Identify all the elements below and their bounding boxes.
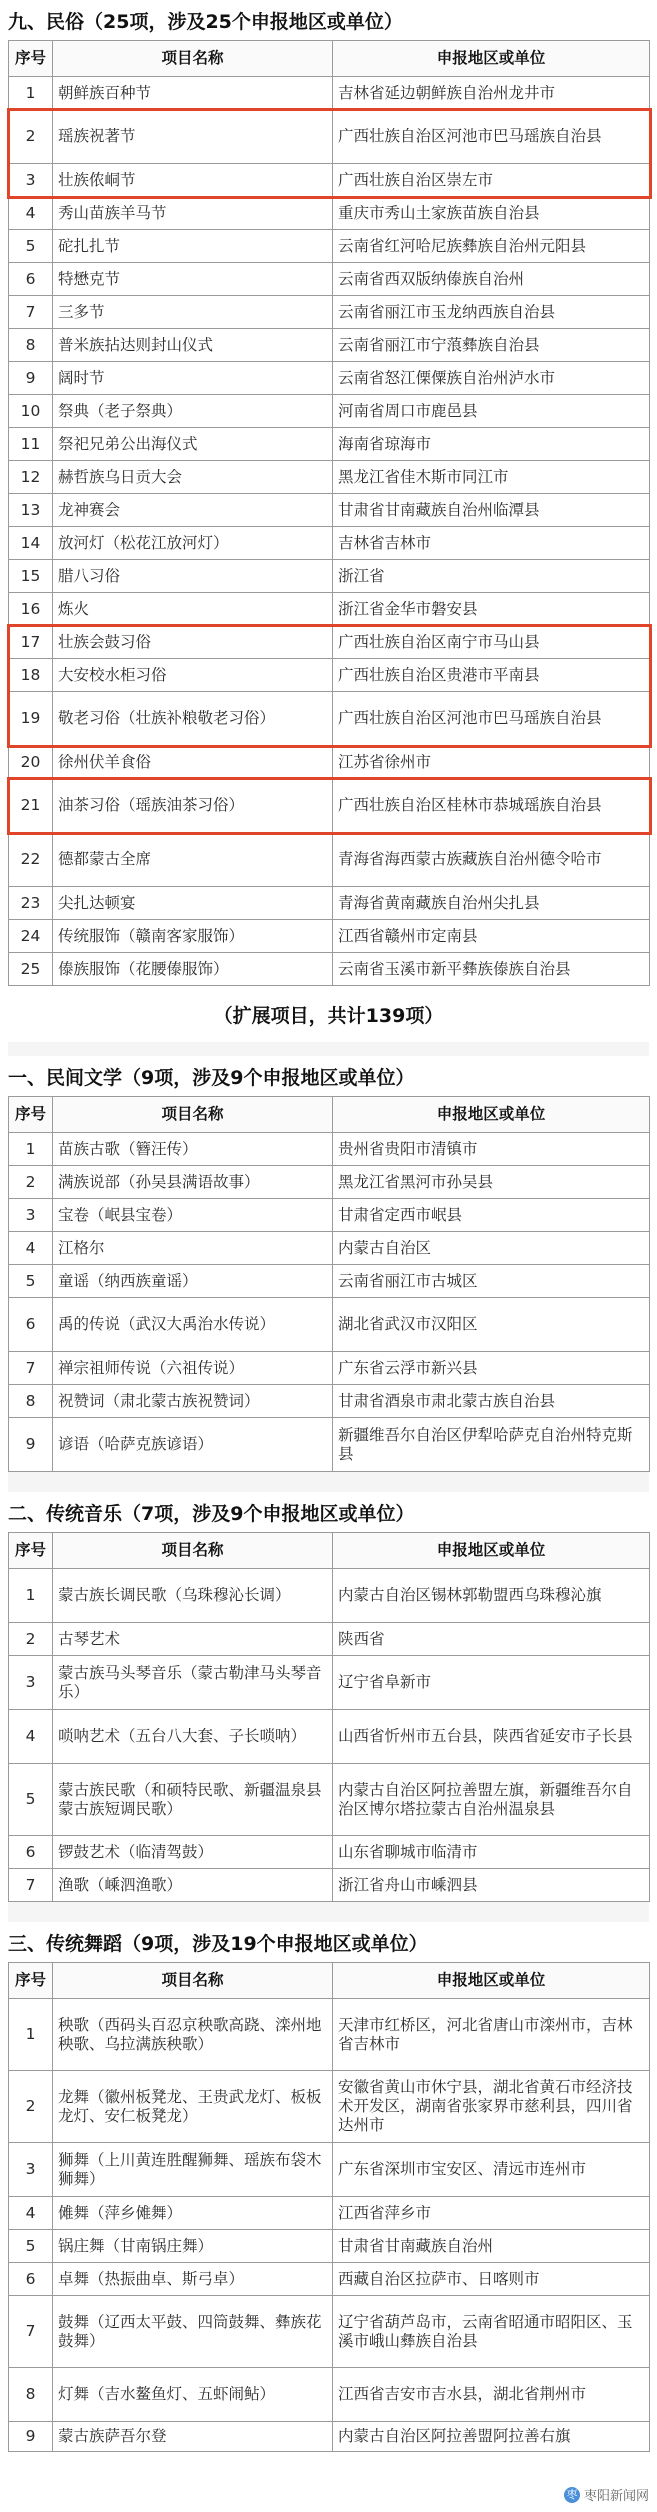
project-name: 傣族服饰（花腰傣服饰） [53,953,333,986]
row-number: 17 [9,626,53,659]
region-name: 西藏自治区拉萨市、日喀则市 [333,2263,650,2296]
row-number: 25 [9,953,53,986]
table-row [9,296,650,329]
project-name: 灯舞（吉水鳌鱼灯、五虾闹鲇） [53,2368,333,2422]
project-name: 禹的传说（武汉大禹治水传说） [53,1298,333,1352]
table-row [9,560,650,593]
row-number: 1 [9,1569,53,1623]
region-name: 吉林省延边朝鲜族自治州龙井市 [333,77,650,110]
region-name: 云南省丽江市宁蒗彝族自治县 [333,329,650,362]
row-number: 8 [9,1385,53,1418]
project-name: 狮舞（上川黄连胜醒狮舞、瑶族布袋木狮舞） [53,2143,333,2197]
region-name: 广西壮族自治区河池市巴马瑶族自治县 [333,110,650,164]
table-row [9,1352,650,1385]
table-header-row [9,1963,650,1999]
region-name: 浙江省金华市磐安县 [333,593,650,626]
region-name: 安徽省黄山市休宁县，湖北省黄石市经济技术开发区，湖南省张家界市慈利县，四川省达州市 [333,2071,650,2143]
table-row [9,1623,650,1656]
row-number: 3 [9,164,53,197]
row-number: 6 [9,1298,53,1352]
watermark [564,2485,649,2504]
project-name: 砣扎扎节 [53,230,333,263]
row-number: 4 [9,197,53,230]
table-row [9,692,650,746]
table-row [9,1710,650,1764]
row-number: 5 [9,1764,53,1836]
row-number: 7 [9,1352,53,1385]
project-name: 宝卷（岷县宝卷） [53,1199,333,1232]
header-region: 申报地区或单位 [333,41,650,77]
region-name: 广西壮族自治区贵港市平南县 [333,659,650,692]
table-row [9,2197,650,2230]
row-number: 21 [9,779,53,833]
project-name: 古琴艺术 [53,1623,333,1656]
row-number: 9 [9,362,53,395]
project-name: 三多节 [53,296,333,329]
row-number: 16 [9,593,53,626]
project-name: 童谣（纳西族童谣） [53,1265,333,1298]
row-number: 9 [9,2422,53,2452]
region-name: 内蒙古自治区 [333,1232,650,1265]
project-name: 江格尔 [53,1232,333,1265]
section-2-title: 二、传统音乐（7项，涉及9个申报地区或单位） [8,1502,415,1525]
region-name: 云南省红河哈尼族彝族自治州元阳县 [333,230,650,263]
row-number: 5 [9,2230,53,2263]
region-name: 云南省丽江市古城区 [333,1265,650,1298]
region-name: 广东省云浮市新兴县 [333,1352,650,1385]
table-header-row [9,41,650,77]
table-header-row [9,1097,650,1133]
sec9-table [8,40,650,986]
table-row [9,1298,650,1352]
table-row [9,77,650,110]
region-name: 湖北省武汉市汉阳区 [333,1298,650,1352]
region-name: 云南省丽江市玉龙纳西族自治县 [333,296,650,329]
project-name: 谚语（哈萨克族谚语） [53,1418,333,1472]
project-name: 蒙古族长调民歌（乌珠穆沁长调） [53,1569,333,1623]
region-name: 青海省黄南藏族自治州尖扎县 [333,887,650,920]
project-name: 蒙古族马头琴音乐（蒙古勒津马头琴音乐） [53,1656,333,1710]
region-name: 广东省深圳市宝安区、清远市连州市 [333,2143,650,2197]
row-number: 3 [9,1199,53,1232]
table-row [9,527,650,560]
row-number: 6 [9,2263,53,2296]
project-name: 秧歌（西码头百忍京秧歌高跷、滦州地秧歌、乌拉满族秧歌） [53,1999,333,2071]
table-row [9,833,650,887]
row-number: 24 [9,920,53,953]
region-name: 广西壮族自治区南宁市马山县 [333,626,650,659]
header-no: 序号 [9,41,53,77]
row-number: 2 [9,1166,53,1199]
watermark-text: 枣阳新闻网 [583,2489,649,2504]
region-name: 青海省海西蒙古族藏族自治州德令哈市 [333,833,650,887]
row-number: 3 [9,1656,53,1710]
table-row [9,1569,650,1623]
row-number: 1 [9,77,53,110]
row-number: 4 [9,1710,53,1764]
project-name: 唢呐艺术（五台八大套、子长唢呐） [53,1710,333,1764]
project-name: 传统服饰（赣南客家服饰） [53,920,333,953]
table-row [9,1656,650,1710]
table-header-row [9,1533,650,1569]
region-name: 云南省怒江傈僳族自治州泸水市 [333,362,650,395]
table-row [9,494,650,527]
row-number: 9 [9,1418,53,1472]
header-no: 序号 [9,1963,53,1999]
table-row [9,1133,650,1166]
project-name: 敬老习俗（壮族补粮敬老习俗） [53,692,333,746]
table-row [9,1232,650,1265]
table-row [9,626,650,659]
region-name: 江西省赣州市定南县 [333,920,650,953]
table-row [9,2263,650,2296]
table-row [9,920,650,953]
sec1-table [8,1096,650,1472]
table-row [9,362,650,395]
table-row [9,1385,650,1418]
project-name: 尖扎达顿宴 [53,887,333,920]
region-name: 内蒙古自治区阿拉善盟阿拉善右旗 [333,2422,650,2452]
row-number: 3 [9,2143,53,2197]
table-row [9,953,650,986]
header-region: 申报地区或单位 [333,1963,650,1999]
region-name: 辽宁省阜新市 [333,1656,650,1710]
row-number: 2 [9,110,53,164]
row-number: 12 [9,461,53,494]
project-name: 锣鼓艺术（临清驾鼓） [53,1836,333,1869]
region-name: 山东省聊城市临清市 [333,1836,650,1869]
section-9-title: 九、民俗（25项，涉及25个申报地区或单位） [8,10,403,33]
project-name: 壮族侬峒节 [53,164,333,197]
project-name: 满族说部（孙吴县满语故事） [53,1166,333,1199]
region-name: 浙江省 [333,560,650,593]
header-name: 项目名称 [53,1533,333,1569]
region-name: 甘肃省酒泉市肃北蒙古族自治县 [333,1385,650,1418]
region-name: 云南省玉溪市新平彝族傣族自治县 [333,953,650,986]
table-row [9,1999,650,2071]
project-name: 祭典（老子祭典） [53,395,333,428]
project-name: 德都蒙古全席 [53,833,333,887]
project-name: 渔歌（嵊泗渔歌） [53,1869,333,1902]
header-region: 申报地区或单位 [333,1097,650,1133]
row-number: 8 [9,329,53,362]
project-name: 大安校水柜习俗 [53,659,333,692]
region-name: 甘肃省定西市岷县 [333,1199,650,1232]
region-name: 广西壮族自治区桂林市恭城瑶族自治县 [333,779,650,833]
project-name: 阔时节 [53,362,333,395]
section-separator [8,1042,649,1056]
project-name: 炼火 [53,593,333,626]
table-row [9,395,650,428]
project-name: 油茶习俗（瑶族油茶习俗） [53,779,333,833]
project-name: 鼓舞（辽西太平鼓、四筒鼓舞、彝族花鼓舞） [53,2296,333,2368]
region-name: 新疆维吾尔自治区伊犁哈萨克自治州特克斯县 [333,1418,650,1472]
region-name: 浙江省舟山市嵊泗县 [333,1869,650,1902]
region-name: 重庆市秀山土家族苗族自治县 [333,197,650,230]
table-row [9,428,650,461]
row-number: 1 [9,1133,53,1166]
table-row [9,1166,650,1199]
region-name: 贵州省贵阳市清镇市 [333,1133,650,1166]
region-name: 内蒙古自治区阿拉善盟左旗，新疆维吾尔自治区博尔塔拉蒙古自治州温泉县 [333,1764,650,1836]
extension-title: （扩展项目，共计139项） [213,1004,444,1027]
table-row [9,1265,650,1298]
row-number: 19 [9,692,53,746]
table-row [9,110,650,164]
project-name: 特懋克节 [53,263,333,296]
table-row [9,593,650,626]
project-name: 壮族会鼓习俗 [53,626,333,659]
region-name: 辽宁省葫芦岛市，云南省昭通市昭阳区、玉溪市峨山彝族自治县 [333,2296,650,2368]
row-number: 7 [9,296,53,329]
sec3-table [8,1962,650,2452]
table-row [9,1199,650,1232]
sec2-table [8,1532,650,1902]
project-name: 蒙古族萨吾尔登 [53,2422,333,2452]
region-name: 江苏省徐州市 [333,746,650,779]
table-row [9,2422,650,2452]
project-name: 放河灯（松花江放河灯） [53,527,333,560]
region-name: 山西省忻州市五台县，陕西省延安市子长县 [333,1710,650,1764]
region-name: 甘肃省甘南藏族自治州 [333,2230,650,2263]
row-number: 2 [9,1623,53,1656]
header-name: 项目名称 [53,1963,333,1999]
project-name: 秀山苗族羊马节 [53,197,333,230]
region-name: 吉林省吉林市 [333,527,650,560]
region-name: 江西省萍乡市 [333,2197,650,2230]
row-number: 1 [9,1999,53,2071]
section-separator [8,1472,649,1492]
row-number: 18 [9,659,53,692]
project-name: 朝鲜族百种节 [53,77,333,110]
project-name: 傩舞（萍乡傩舞） [53,2197,333,2230]
row-number: 7 [9,1869,53,1902]
row-number: 4 [9,2197,53,2230]
table-row [9,461,650,494]
project-name: 锅庄舞（甘南锅庄舞） [53,2230,333,2263]
table-row [9,164,650,197]
table-row [9,1418,650,1472]
project-name: 龙神赛会 [53,494,333,527]
section-1-title: 一、民间文学（9项，涉及9个申报地区或单位） [8,1066,415,1089]
row-number: 5 [9,230,53,263]
table-row [9,2143,650,2197]
table-row [9,779,650,833]
table-row [9,1869,650,1902]
row-number: 13 [9,494,53,527]
project-name: 禅宗祖师传说（六祖传说） [53,1352,333,1385]
table-row [9,329,650,362]
table-row [9,230,650,263]
header-name: 项目名称 [53,1097,333,1133]
project-name: 徐州伏羊食俗 [53,746,333,779]
region-name: 广西壮族自治区河池市巴马瑶族自治县 [333,692,650,746]
watermark-logo-icon: 枣 [564,2487,580,2503]
header-no: 序号 [9,1533,53,1569]
project-name: 祭祀兄弟公出海仪式 [53,428,333,461]
project-name: 祝赞词（肃北蒙古族祝赞词） [53,1385,333,1418]
table-row [9,1836,650,1869]
row-number: 4 [9,1232,53,1265]
table-row [9,2230,650,2263]
project-name: 卓舞（热振曲卓、斯弓卓） [53,2263,333,2296]
row-number: 11 [9,428,53,461]
region-name: 陕西省 [333,1623,650,1656]
region-name: 内蒙古自治区锡林郭勒盟西乌珠穆沁旗 [333,1569,650,1623]
table-row [9,887,650,920]
row-number: 2 [9,2071,53,2143]
section-separator [8,1902,649,1922]
region-name: 云南省西双版纳傣族自治州 [333,263,650,296]
table-row [9,1764,650,1836]
region-name: 河南省周口市鹿邑县 [333,395,650,428]
header-region: 申报地区或单位 [333,1533,650,1569]
section-3-title: 三、传统舞蹈（9项，涉及19个申报地区或单位） [8,1932,428,1955]
row-number: 10 [9,395,53,428]
row-number: 8 [9,2368,53,2422]
project-name: 龙舞（徽州板凳龙、王贵武龙灯、板板龙灯、安仁板凳龙） [53,2071,333,2143]
project-name: 苗族古歌（簪汪传） [53,1133,333,1166]
region-name: 甘肃省甘南藏族自治州临潭县 [333,494,650,527]
row-number: 6 [9,263,53,296]
table-row [9,746,650,779]
table-row [9,2071,650,2143]
region-name: 江西省吉安市吉水县，湖北省荆州市 [333,2368,650,2422]
project-name: 腊八习俗 [53,560,333,593]
row-number: 7 [9,2296,53,2368]
region-name: 黑龙江省佳木斯市同江市 [333,461,650,494]
row-number: 20 [9,746,53,779]
region-name: 天津市红桥区，河北省唐山市滦州市，吉林省吉林市 [333,1999,650,2071]
table-row [9,659,650,692]
region-name: 广西壮族自治区崇左市 [333,164,650,197]
table-row [9,2368,650,2422]
header-no: 序号 [9,1097,53,1133]
row-number: 23 [9,887,53,920]
region-name: 黑龙江省黑河市孙吴县 [333,1166,650,1199]
row-number: 5 [9,1265,53,1298]
row-number: 14 [9,527,53,560]
table-row [9,197,650,230]
row-number: 15 [9,560,53,593]
project-name: 瑶族祝著节 [53,110,333,164]
row-number: 6 [9,1836,53,1869]
row-number: 22 [9,833,53,887]
project-name: 普米族拈达则封山仪式 [53,329,333,362]
project-name: 蒙古族民歌（和硕特民歌、新疆温泉县蒙古族短调民歌） [53,1764,333,1836]
header-name: 项目名称 [53,41,333,77]
project-name: 赫哲族乌日贡大会 [53,461,333,494]
table-row [9,263,650,296]
table-row [9,2296,650,2368]
region-name: 海南省琼海市 [333,428,650,461]
